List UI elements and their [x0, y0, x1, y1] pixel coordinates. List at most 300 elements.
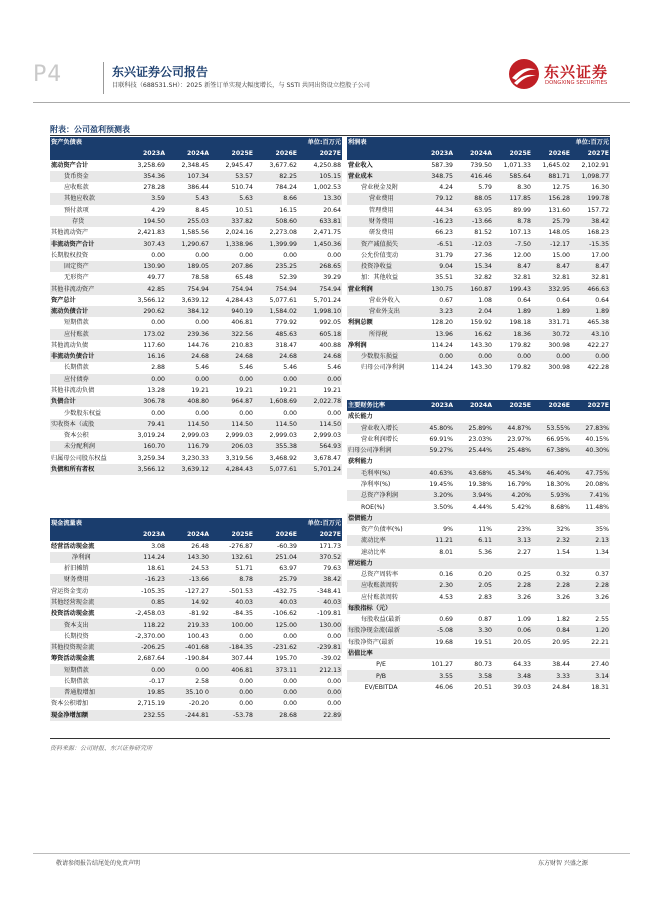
table-row	[347, 295, 610, 306]
row-value: 35.51	[435, 274, 453, 282]
row-value: 0.00	[151, 251, 165, 259]
row-value	[532, 411, 571, 422]
financial-ratios-table	[347, 400, 610, 693]
table-row	[347, 171, 610, 182]
year-header: 2027E	[298, 148, 342, 159]
row-value: 0.00	[283, 700, 297, 708]
row-value: 0.25	[517, 571, 531, 579]
table-row	[50, 238, 342, 249]
row-value: 1.54	[556, 548, 570, 556]
table-row	[347, 283, 610, 294]
row-label: 长期借款	[64, 677, 89, 685]
row-label: 应付债券	[50, 374, 122, 385]
row-value: 8.47	[571, 261, 610, 272]
row-value: 0.00	[195, 409, 209, 417]
row-value: 1,071.33	[503, 161, 531, 169]
row-value: 79.12	[415, 193, 454, 204]
table-row	[50, 396, 342, 407]
row-label: 每股收益(最新	[361, 616, 401, 624]
row-value: 3.23	[415, 306, 454, 317]
row-label: 少数股东损益	[347, 351, 415, 362]
row-label: 营业费用	[347, 193, 415, 204]
row-value	[415, 558, 454, 569]
row-value: 18.61	[147, 565, 165, 573]
row-value: 22.89	[298, 710, 342, 721]
row-value: 2,273.08	[269, 229, 297, 237]
header-spacer	[210, 137, 254, 148]
row-value: 355.38	[254, 441, 298, 452]
table-row	[347, 558, 610, 569]
row-value: 144.76	[187, 341, 209, 349]
row-value: 3,566.12	[122, 464, 166, 475]
row-value: 114.50	[254, 419, 298, 430]
row-value: 44.87%	[493, 423, 532, 434]
row-value: 44.34	[435, 206, 453, 214]
row-value: 114.24	[122, 552, 166, 563]
row-value	[532, 456, 571, 467]
company-logo	[508, 58, 620, 92]
row-value: 0.00	[532, 351, 571, 362]
row-value: 3,566.12	[137, 296, 165, 304]
row-label: 资产负债率(%)	[361, 526, 403, 534]
row-value: 117.85	[493, 193, 532, 204]
row-value: 406.81	[210, 664, 254, 675]
row-label: 其他流动资产	[51, 229, 89, 237]
table-header-row	[50, 518, 342, 529]
row-value: 67.38%	[532, 445, 571, 456]
row-value: 22.21	[591, 638, 609, 646]
table-row	[50, 340, 342, 351]
table-row	[347, 317, 610, 328]
row-value: 17.00	[591, 251, 610, 259]
table-row	[50, 407, 342, 418]
row-value: 18.30%	[546, 480, 570, 488]
header-spacer	[493, 137, 532, 148]
row-value: 3.13	[493, 535, 532, 546]
row-label: ROE(%)	[361, 503, 385, 511]
row-value: 66.95%	[546, 435, 570, 443]
row-value: 8.30	[517, 184, 531, 192]
row-value: 64.33	[513, 661, 531, 669]
row-value: 2,999.03	[181, 432, 209, 440]
row-value: 1.08	[478, 296, 492, 304]
row-value: -5.08	[415, 625, 454, 636]
row-value: 24.68	[166, 351, 210, 362]
table-row	[50, 430, 342, 441]
row-value: 1.82	[556, 616, 570, 624]
table-row	[50, 216, 342, 227]
row-value	[571, 648, 610, 659]
row-value: 25.44%	[454, 445, 493, 456]
row-label: 财务费用	[347, 216, 415, 227]
row-value: 0.64	[595, 296, 610, 304]
row-value: 268.65	[298, 261, 342, 272]
row-value: 1.20	[571, 625, 610, 636]
table-row	[50, 205, 342, 216]
page-number: P4	[33, 62, 63, 87]
row-value: 318.47	[275, 341, 297, 349]
table-row	[50, 295, 342, 306]
row-value: 78.58	[191, 274, 209, 282]
row-value: 198.18	[509, 319, 531, 327]
row-value: 3.26	[556, 593, 570, 601]
year-header: 2024A	[166, 148, 210, 159]
table-title: 利润表	[347, 137, 415, 148]
row-value: 0.69	[439, 616, 453, 624]
row-value	[571, 411, 610, 422]
row-value: 199.78	[571, 193, 610, 204]
header-divider	[103, 62, 104, 94]
year-header-row	[50, 148, 342, 159]
row-value: -12.17	[532, 238, 571, 249]
table-row	[50, 250, 342, 261]
row-value: 13.96	[415, 329, 454, 340]
row-value: 143.30	[166, 552, 210, 563]
row-value: 739.50	[470, 161, 492, 169]
appendix-title: 附表：公司盈利预测表	[50, 125, 130, 134]
row-value: 1.89	[493, 306, 532, 317]
table-row	[50, 608, 342, 619]
row-value: 24.68	[254, 351, 298, 362]
row-value: 82.25	[254, 171, 298, 182]
row-label: 货币资金	[50, 171, 122, 182]
report-title: 东兴证券公司报告	[112, 65, 209, 79]
row-value	[571, 456, 610, 467]
row-label: 筹资活动现金流	[51, 655, 95, 663]
table-row	[50, 419, 342, 430]
row-value: 8.47	[493, 261, 532, 272]
row-value: 53.55%	[532, 423, 571, 434]
row-value: 63.97	[279, 565, 297, 573]
footer-rule	[33, 853, 630, 854]
row-value: 19.21	[279, 386, 297, 394]
row-label: P/E	[376, 661, 386, 669]
year-header: 2027E	[298, 529, 342, 540]
row-value: 19.21	[323, 386, 342, 394]
row-value: 1,450.36	[298, 238, 342, 249]
row-value: -81.92	[189, 610, 209, 618]
row-value: 3,258.69	[137, 161, 165, 169]
year-header-row	[347, 148, 610, 159]
row-label: 资产减值损失	[347, 238, 415, 249]
row-value	[493, 648, 532, 659]
row-value: 307.44	[231, 655, 253, 663]
row-label: 归属母公司股东权益	[51, 454, 107, 462]
row-value: 1,098.77	[571, 171, 610, 182]
row-value: 16.16	[122, 351, 166, 362]
row-value: 125.00	[254, 619, 298, 630]
row-value: 156.28	[532, 193, 571, 204]
row-value: 4.53	[439, 593, 453, 601]
row-value: -206.25	[122, 642, 166, 653]
row-value: 19.21	[191, 386, 209, 394]
table-row	[347, 272, 610, 283]
row-value: 12.75	[552, 184, 570, 192]
row-value: 49.77	[147, 274, 165, 282]
row-value: 40.03	[210, 597, 254, 608]
row-value: 79.41	[122, 419, 166, 430]
row-value: 24.84	[552, 683, 570, 691]
row-value: 14.92	[166, 597, 210, 608]
row-value: 2,687.64	[137, 655, 165, 663]
table-row	[50, 193, 342, 204]
row-value: -432.75	[273, 587, 297, 595]
table-row	[347, 351, 610, 362]
logo-text-cn: 东兴证券	[544, 63, 609, 81]
row-value: 0.00	[327, 251, 342, 259]
table-row	[347, 261, 610, 272]
table-row	[347, 614, 610, 625]
row-value: 3.26	[517, 593, 531, 601]
row-value: 5,701.24	[313, 296, 342, 304]
table-title: 资产负债表	[50, 137, 122, 148]
table-row	[347, 513, 610, 524]
year-header: 2026E	[254, 148, 298, 159]
table-row	[50, 351, 342, 362]
row-value: 0.00	[239, 700, 253, 708]
row-value	[493, 411, 532, 422]
row-label: 少数股东权益	[64, 409, 102, 417]
row-value: 0.00	[151, 319, 165, 327]
row-value: 3.50%	[433, 503, 453, 511]
row-value: 754.94	[166, 283, 210, 294]
row-value: 40.03	[254, 597, 298, 608]
row-label: 归母公司净利润	[347, 445, 415, 456]
row-value: 2,999.03	[313, 432, 342, 440]
row-value: 4.20%	[493, 490, 532, 501]
row-value: -184.35	[210, 642, 254, 653]
row-value: 2.04	[454, 306, 493, 317]
table-row	[347, 306, 610, 317]
source-note: 资料来源：公司财报、东兴证券研究所	[50, 745, 153, 752]
row-label: 每股指标（元）	[347, 603, 415, 614]
table-row	[347, 205, 610, 216]
row-value: 31.79	[435, 251, 453, 259]
row-value: 40.63%	[415, 468, 454, 479]
row-value: 210.83	[231, 341, 253, 349]
row-value: 422.28	[587, 364, 610, 372]
row-value: 2,348.45	[181, 161, 209, 169]
table-row	[347, 160, 610, 171]
row-value: 107.13	[509, 229, 531, 237]
row-value: 0.64	[517, 296, 531, 304]
row-value: 0.00	[283, 251, 297, 259]
row-value: 5.36	[478, 548, 492, 556]
table-row	[347, 592, 610, 603]
table-header-row	[347, 400, 610, 411]
row-label: 流动比率	[347, 535, 415, 546]
row-value: 130.75	[415, 283, 454, 294]
row-label: 资本公积增加	[51, 700, 89, 708]
row-value: 114.24	[431, 364, 453, 372]
row-label: 营运能力	[347, 558, 415, 569]
row-value: 47.75%	[571, 468, 610, 479]
row-value: 2.05	[454, 580, 493, 591]
row-value	[532, 603, 571, 614]
table-row	[347, 569, 610, 580]
row-value: 0.32	[556, 571, 570, 579]
row-value: 16.79%	[507, 480, 531, 488]
row-label: 营业税金及附	[361, 184, 399, 192]
row-label: 财务费用	[50, 574, 122, 585]
table-row	[347, 434, 610, 445]
row-label: 总资产周转率	[361, 571, 399, 579]
row-value: -239.81	[298, 642, 342, 653]
row-value: 5.63	[210, 193, 254, 204]
row-value: 332.95	[532, 283, 571, 294]
row-value: 114.50	[298, 419, 342, 430]
row-value	[532, 558, 571, 569]
row-value: 40.03	[298, 597, 342, 608]
row-value	[532, 513, 571, 524]
table-row	[347, 524, 610, 535]
row-value: 20.95	[552, 638, 570, 646]
table-row	[50, 642, 342, 653]
row-value: 422.27	[587, 341, 610, 349]
row-value: 100.00	[210, 619, 254, 630]
row-value: 157.72	[587, 206, 610, 214]
row-label: 应收账款	[64, 184, 89, 192]
row-value: 373.11	[254, 664, 298, 675]
row-value: -60.39	[277, 542, 297, 550]
row-value: 20.05	[513, 638, 531, 646]
row-value: 69.91%	[429, 435, 453, 443]
row-value: 1,585.56	[181, 229, 209, 237]
row-value: 0.37	[595, 571, 609, 579]
row-value: 0.00	[254, 687, 298, 698]
row-value: 65.48	[235, 274, 253, 282]
row-value: 3,230.33	[181, 454, 209, 462]
table-row	[50, 441, 342, 452]
row-value: 2.88	[151, 364, 165, 372]
row-value: 306.78	[122, 396, 166, 407]
row-value: 46.06	[435, 683, 453, 691]
row-value: 0.64	[556, 296, 570, 304]
table-title: 现金流量表	[50, 518, 122, 529]
row-value: 633.81	[298, 216, 342, 227]
row-value: 212.13	[298, 664, 342, 675]
row-value: 105.15	[298, 171, 342, 182]
row-value: 400.88	[319, 341, 342, 349]
row-label: 营业收入增长	[347, 423, 415, 434]
row-value: 0.00	[327, 700, 342, 708]
year-header: 2024A	[454, 148, 493, 159]
row-value: 0.00	[210, 687, 254, 698]
row-value: 307.43	[122, 238, 166, 249]
table-row	[50, 374, 342, 385]
table-row	[50, 317, 342, 328]
table-row	[50, 552, 342, 563]
row-value	[454, 648, 493, 659]
row-value: 1,608.69	[254, 396, 298, 407]
row-value: 8.01	[439, 548, 453, 556]
row-label: 投资净收益	[347, 261, 415, 272]
logo-text-en: DONGXING SECURITIES	[545, 80, 608, 86]
row-label: 加：其他收益	[361, 274, 399, 282]
row-value	[415, 513, 454, 524]
row-value: 235.25	[254, 261, 298, 272]
row-value: 3,019.24	[137, 432, 165, 440]
row-value: 24.68	[298, 351, 342, 362]
row-value: 2,945.47	[225, 161, 253, 169]
row-value: 251.04	[254, 552, 298, 563]
row-value: 9%	[443, 526, 453, 534]
row-value: 132.61	[210, 552, 254, 563]
row-value: 118.22	[122, 619, 166, 630]
row-value: 81.52	[474, 229, 492, 237]
row-value: 408.80	[166, 396, 210, 407]
table-row	[347, 411, 610, 422]
row-value: 964.87	[210, 396, 254, 407]
row-label: 研发费用	[369, 229, 394, 237]
row-label: 应收账款周转	[347, 580, 415, 591]
table-row	[347, 625, 610, 636]
table-row	[50, 687, 342, 698]
row-value: 0.00	[239, 251, 253, 259]
row-value: 5.46	[283, 364, 297, 372]
row-value: 0.00	[166, 374, 210, 385]
row-value: 0.00	[571, 351, 610, 362]
footer-slogan: 东方财智 兴盛之源	[538, 860, 588, 867]
row-label: 短期借款	[64, 319, 89, 327]
row-value: 5,077.61	[254, 464, 298, 475]
row-value: 3,639.12	[166, 464, 210, 475]
row-value: 7.41%	[571, 490, 610, 501]
row-value: 784.24	[275, 184, 297, 192]
table-row	[50, 362, 342, 373]
row-value: 53.57	[210, 171, 254, 182]
row-value: 0.00	[239, 409, 253, 417]
row-value: 79.63	[323, 565, 342, 573]
row-value: 465.38	[587, 319, 610, 327]
row-label: 其他非流动负债	[51, 386, 95, 394]
table-row	[347, 637, 610, 648]
row-label: 流动资产合计	[51, 161, 89, 169]
row-value: 18.31	[591, 683, 609, 691]
table-header-row	[50, 137, 342, 148]
row-label: 普通股增加	[50, 687, 122, 698]
row-value: 3.55	[415, 670, 454, 681]
row-value: 11.48%	[585, 503, 609, 511]
row-value: 2.28	[532, 580, 571, 591]
row-label: 长期股权投资	[51, 251, 89, 259]
row-value: 38.42	[571, 216, 610, 227]
row-value: 587.39	[431, 161, 453, 169]
row-value: 2,999.03	[225, 432, 253, 440]
row-label: 非流动资产合计	[50, 238, 122, 249]
row-value: -2,458.03	[135, 610, 165, 618]
row-label: 应付账款周转	[361, 593, 399, 601]
row-value: 23.03%	[468, 435, 492, 443]
row-value: -12.03	[454, 238, 493, 249]
row-label: 归母公司净利润	[361, 364, 405, 372]
row-value: 179.82	[509, 364, 531, 372]
row-value: 0.00	[283, 409, 297, 417]
row-label: 公允价值变动	[361, 251, 399, 259]
appendix-rule	[50, 135, 610, 136]
row-value: 0.00	[254, 374, 298, 385]
row-value: 0.00	[210, 374, 254, 385]
row-label: 固定资产	[50, 261, 122, 272]
table-row	[347, 580, 610, 591]
row-value: 66.23	[435, 229, 453, 237]
row-value: 0.06	[493, 625, 532, 636]
year-header: 2027E	[571, 148, 610, 159]
row-value: 3.94%	[454, 490, 493, 501]
row-value	[571, 513, 610, 524]
year-header: 2025E	[493, 400, 532, 411]
row-value: -105.35	[141, 587, 165, 595]
